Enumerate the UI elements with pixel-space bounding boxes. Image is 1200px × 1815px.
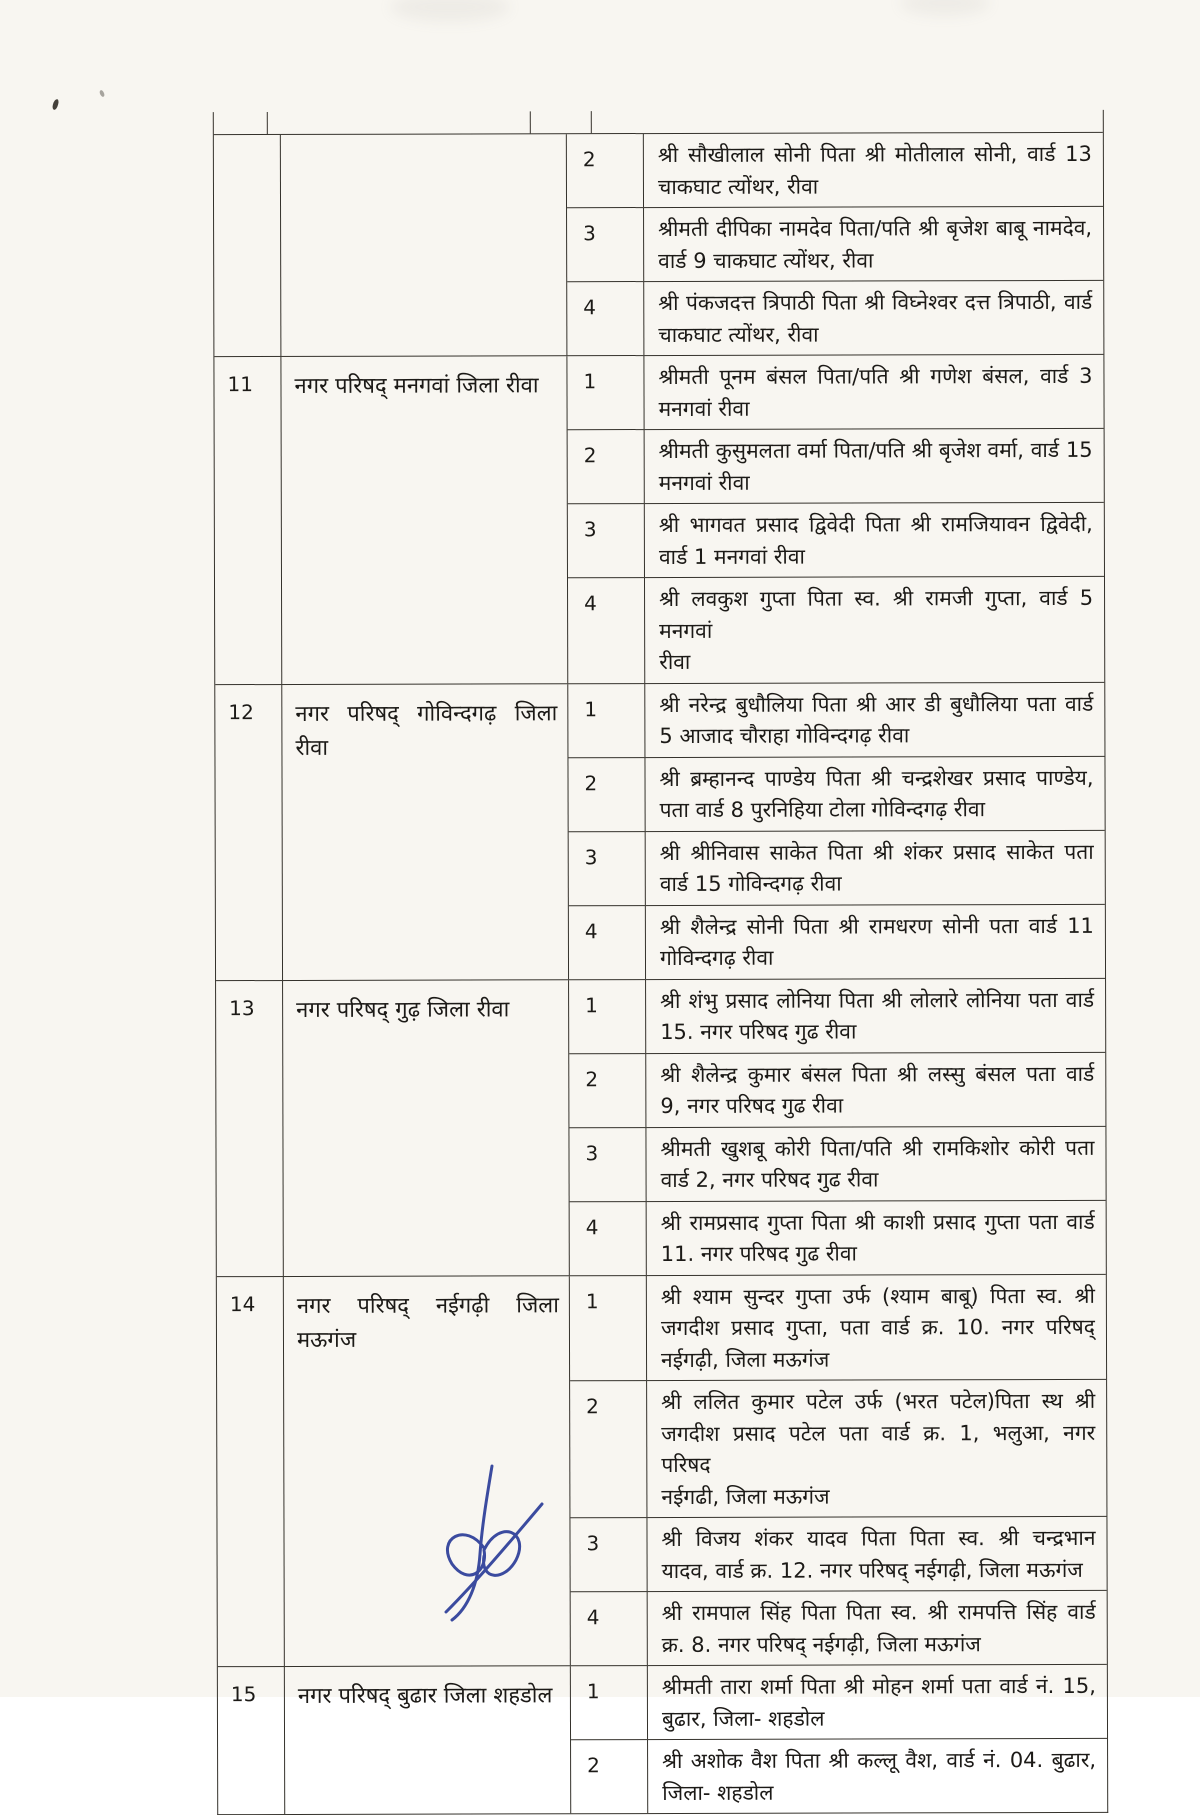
member-row [568, 502, 1104, 577]
member-text-line: मनगवां रीवा [658, 470, 750, 495]
scan-smudge [390, 0, 510, 22]
section-row [214, 132, 1104, 356]
member-row [567, 206, 1103, 281]
member-text-cell [645, 682, 1104, 756]
member-number-cell: 2 [570, 1381, 647, 1517]
member-text-line: श्रीमती दीपिका नामदेव पिता/पति श्री बृजेश बाबू नामदेव, [658, 215, 1093, 242]
member-row [569, 1051, 1105, 1126]
member-text-line: 15. नगर परिषद गुढ रीवा [660, 1019, 857, 1045]
municipality-name-line: नगर परिषद् गुढ़ जिला रीवा [296, 996, 510, 1023]
member-text-cell [646, 978, 1105, 1052]
member-text-line: श्री शैलेन्द्र कुमार बंसल पिता श्री लस्सु बंसल पता वार्ड [660, 1061, 1095, 1087]
member-number-cell: 3 [567, 208, 644, 281]
member-text-cell [645, 756, 1104, 830]
member-text-line: बुढार, जिला- शहडोल [661, 1706, 825, 1731]
member-row [571, 1590, 1107, 1665]
member-text-line: श्री सौखीलाल सोनी पिता श्री मोतीलाल सोनी, वार्ड 13 [657, 141, 1092, 168]
member-row [570, 1379, 1106, 1517]
member-text-line: श्री ब्रम्हानन्द पाण्डेय पिता श्री चन्द्रशेखर प्रसाद पाण्डेय, [659, 765, 1094, 791]
municipality-name-line: नगर परिषद् गोविन्दगढ़ जिला [295, 700, 558, 727]
member-row [567, 280, 1103, 355]
section-row [217, 1273, 1107, 1666]
member-number-cell: 3 [569, 832, 646, 905]
member-text-line: वार्ड 1 मनगवां रीवा [658, 544, 805, 569]
ink-speck [52, 99, 60, 111]
column-divider [214, 112, 268, 134]
member-row [569, 978, 1105, 1052]
serial-cell: 12 [215, 684, 283, 979]
members-column [569, 978, 1106, 1274]
member-number-cell: 2 [571, 1740, 648, 1813]
member-text-cell [644, 133, 1103, 207]
members-column [567, 355, 1104, 683]
section-row [214, 354, 1104, 684]
member-row [571, 1665, 1107, 1739]
member-text-line: श्री अशोक वैश पिता श्री कल्लू वैश, वार्ड नं. 04. बुढार, [662, 1747, 1097, 1773]
municipality-cell [281, 356, 568, 683]
table-sections [214, 132, 1107, 1814]
member-text-line: मनगवां रीवा [658, 396, 750, 421]
section-row [218, 1664, 1107, 1814]
member-text-cell [644, 355, 1103, 429]
member-text-line: 9, नगर परिषद गुढ रीवा [660, 1093, 844, 1119]
municipality-name-line: मऊगंज [296, 1327, 357, 1353]
member-text-line: पता वार्ड 8 पुरनिहिया टोला गोविन्दगढ़ रीवा [659, 797, 986, 823]
member-text-line: जगदीश प्रसाद गुप्ता, पता वार्ड क्र. 10. नगर परिषद् [660, 1314, 1095, 1340]
member-number-cell: 1 [570, 1276, 647, 1381]
member-text-cell [644, 281, 1103, 355]
member-text-cell [648, 1591, 1107, 1665]
member-text-line: जगदीश प्रसाद पटेल पता वार्ड क्र. 1, भलुआ, नगर परिषद [661, 1420, 1096, 1477]
appointments-table [213, 110, 1108, 1815]
signature-stem-stroke [452, 1466, 492, 1620]
member-text-cell [646, 1052, 1105, 1126]
municipality-name-line: नगर परिषद् बुढार जिला शहडोल [297, 1683, 553, 1709]
member-text-cell [646, 830, 1105, 904]
ink-speck [99, 89, 106, 97]
member-row [569, 829, 1105, 904]
members-column [571, 1665, 1107, 1813]
member-row [568, 428, 1104, 503]
member-text-line: श्री लवकुश गुप्ता पिता स्व. श्री रामजी गुप्ता, वार्ड 5 मनगवां [659, 585, 1094, 643]
member-text-line: श्रीमती पूनम बंसल पिता/पति श्री गणेश बंसल, वार्ड 3 [658, 363, 1093, 390]
serial-cell [214, 135, 282, 356]
member-number-cell: 1 [571, 1666, 648, 1739]
member-number-cell: 1 [569, 980, 646, 1053]
member-text-line: श्रीमती कुसुमलता वर्मा पिता/पति श्री बृजेश वर्मा, वार्ड 15 [658, 437, 1093, 464]
member-text-cell [647, 1517, 1106, 1591]
member-text-line: श्रीमती तारा शर्मा पिता श्री मोहन शर्मा पता वार्ड नं. 15, [661, 1673, 1096, 1699]
member-number-cell: 1 [567, 356, 644, 429]
member-number-cell: 2 [568, 758, 645, 831]
member-number-cell: 4 [569, 906, 646, 979]
member-text-line: श्री श्रीनिवास साकेत पिता श्री शंकर प्रसाद साकेत पता [659, 839, 1094, 865]
member-text-line: श्री भागवत प्रसाद द्विवेदी पिता श्री रामजियावन द्विवेदी, [658, 511, 1093, 538]
member-row [568, 755, 1104, 830]
member-row [567, 133, 1103, 207]
member-number-cell: 3 [569, 1128, 646, 1201]
serial-cell: 11 [214, 357, 282, 684]
member-number-cell: 2 [569, 1054, 646, 1127]
scan-smudge [900, 0, 990, 16]
member-text-line: श्री रामप्रसाद गुप्ता पिता श्री काशी प्रसाद गुप्ता पता वार्ड [660, 1209, 1095, 1235]
member-text-line: श्री पंकजदत्त त्रिपाठी पिता श्री विघ्नेश्वर दत्त त्रिपाठी, वार्ड [658, 289, 1093, 316]
member-text-line: श्री श्याम सुन्दर गुप्ता उर्फ (श्याम बाबू) पिता स्व. श्री [660, 1283, 1095, 1309]
member-number-cell: 1 [568, 684, 645, 757]
member-number-cell: 3 [570, 1518, 647, 1591]
member-text-line: श्री विजय शंकर यादव पिता पिता स्व. श्री चन्द्रभान [661, 1525, 1096, 1551]
municipality-name-line: रीवा [295, 735, 329, 761]
member-text-line: चाकघाट त्योंथर, रीवा [658, 322, 819, 347]
municipality-cell [282, 684, 569, 980]
member-number-cell: 3 [568, 504, 645, 577]
serial-cell: 15 [218, 1667, 285, 1814]
members-column [570, 1274, 1107, 1665]
signature-ink [424, 1462, 554, 1627]
member-text-line: श्री रामपाल सिंह पिता पिता स्व. श्री रामपत्ति सिंह वार्ड [661, 1599, 1096, 1625]
members-column [568, 682, 1105, 978]
member-text-line: यादव, वार्ड क्र. 12. नगर परिषद् नईगढ़ी, जिला मऊगंज [661, 1557, 1083, 1583]
member-number-cell: 4 [568, 578, 645, 683]
member-text-cell [645, 577, 1104, 683]
member-text-cell [645, 429, 1104, 503]
signature-bow-stroke [447, 1532, 519, 1576]
member-row [571, 1738, 1107, 1813]
member-text-cell [644, 207, 1103, 281]
serial-cell: 14 [217, 1276, 285, 1666]
municipality-cell [281, 134, 568, 356]
serial-cell: 13 [216, 980, 284, 1275]
member-text-line: 11. नगर परिषद गुढ रीवा [660, 1241, 857, 1267]
member-text-line: श्री नरेन्द्र बुधौलिया पिता श्री आर डी बुधौलिया पता वार्ड [659, 691, 1094, 717]
member-text-line: श्री शंभु प्रसाद लोनिया पिता श्री लोलारे लोनिया पता वार्ड [660, 987, 1095, 1013]
member-row [568, 576, 1104, 683]
signature-diagonal-stroke [446, 1504, 542, 1612]
section-row [216, 977, 1106, 1275]
column-divider [592, 110, 1103, 133]
member-text-line: श्री ललित कुमार पटेल उर्फ (भरत पटेल)पिता स्थ श्री [661, 1388, 1096, 1414]
member-row [567, 355, 1103, 429]
member-text-line: जिला- शहडोल [662, 1780, 774, 1805]
member-text-line: श्रीमती खुशबू कोरी पिता/पति श्री रामकिशोर कोरी पता [660, 1135, 1095, 1161]
table-cutoff-top [214, 110, 1103, 134]
member-text-line: नईगढी, जिला मऊगंज [661, 1484, 830, 1509]
members-column [567, 133, 1104, 355]
column-divider [531, 111, 592, 133]
member-row [570, 1199, 1106, 1274]
member-text-line: 5 आजाद चौराहा गोविन्दगढ़ रीवा [659, 723, 910, 749]
member-text-cell [646, 904, 1105, 978]
section-row [215, 681, 1105, 979]
column-divider [268, 111, 531, 134]
member-number-cell: 2 [568, 430, 645, 503]
municipality-cell [283, 980, 570, 1276]
member-text-line: वार्ड 9 चाकघाट त्योंथर, रीवा [658, 247, 874, 273]
member-row [570, 1274, 1106, 1380]
member-text-cell [647, 1380, 1106, 1517]
municipality-name-line: नगर परिषद् नईगढ़ी जिला [296, 1292, 559, 1319]
member-text-cell [647, 1200, 1106, 1274]
member-text-cell [647, 1274, 1106, 1380]
municipality-name-line: नगर परिषद् मनगवां जिला रीवा [294, 373, 539, 399]
member-text-line: नईगढ़ी, जिला मऊगंज [661, 1347, 830, 1372]
member-text-cell [646, 1126, 1105, 1200]
member-row [569, 903, 1105, 978]
member-row [570, 1516, 1106, 1591]
member-row [568, 682, 1104, 756]
member-text-cell [648, 1665, 1107, 1739]
member-text-line: वार्ड 2, नगर परिषद गुढ रीवा [660, 1167, 879, 1193]
member-text-line: रीवा [659, 649, 691, 675]
member-number-cell: 4 [571, 1592, 648, 1665]
member-text-cell [648, 1739, 1107, 1813]
member-number-cell: 4 [570, 1202, 647, 1275]
member-text-cell [645, 503, 1104, 577]
member-text-line: गोविन्दगढ़ रीवा [659, 945, 774, 971]
member-text-line: वार्ड 15 गोविन्दगढ़ रीवा [659, 871, 842, 897]
member-number-cell: 2 [567, 134, 644, 207]
member-row [569, 1125, 1105, 1200]
member-text-line: श्री शैलेन्द्र सोनी पिता श्री रामधरण सोनी पता वार्ड 11 [659, 913, 1094, 939]
member-text-line: चाकघाट त्योंथर, रीवा [657, 174, 819, 199]
municipality-cell [285, 1666, 571, 1814]
member-text-line: क्र. 8. नगर परिषद् नईगढ़ी, जिला मऊगंज [661, 1631, 981, 1657]
member-number-cell: 4 [567, 282, 644, 355]
